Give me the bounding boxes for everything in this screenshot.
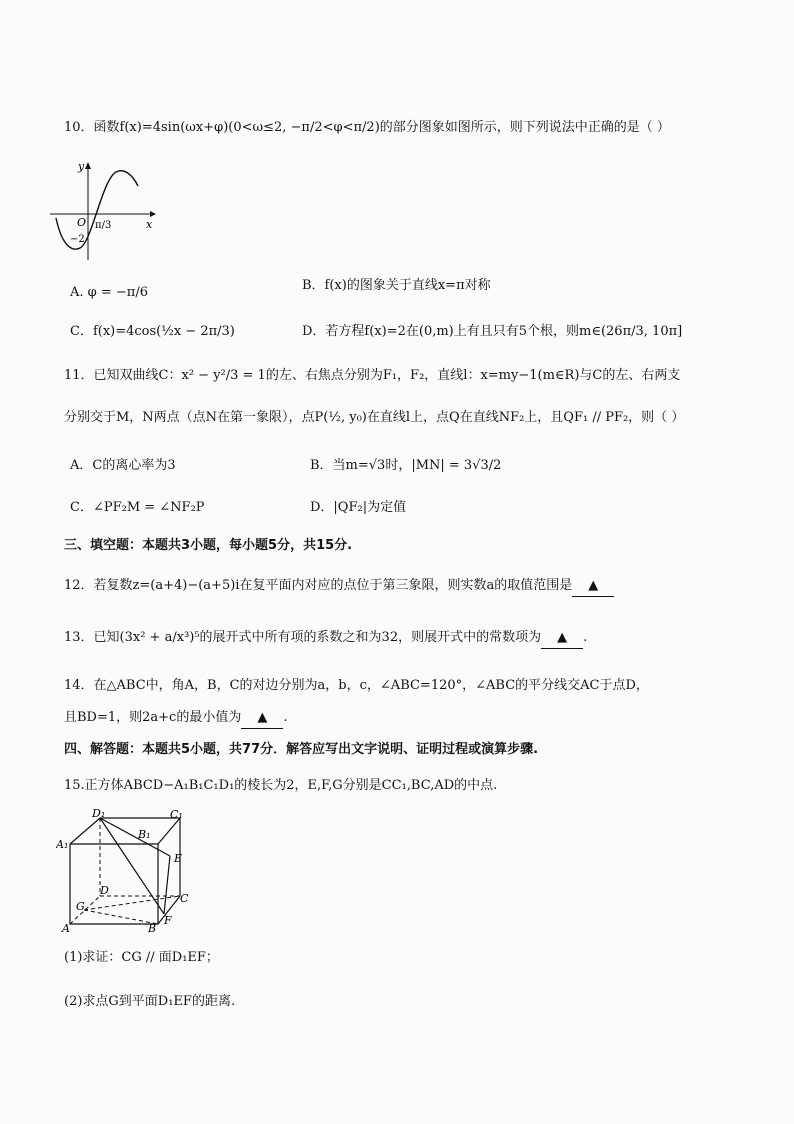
q14-line2 [64, 708, 287, 729]
cube-label-d: D [100, 884, 109, 897]
q11-line2: 分别交于M，N两点（点N在第一象限），点P(½, y₀)在直线l上，点Q在直线NF₂上，且QF₁ // PF₂，则（ ） [64, 410, 685, 425]
q14-line2-text: 且BD=1，则2a+c的最小值为 [64, 710, 242, 725]
q13-text: 13．已知(3x² + a/x³)⁵的展开式中所有项的系数之和为32，则展开式中的常数项为 [64, 630, 542, 645]
cube-label-a: A [62, 922, 70, 932]
cube-label-d1: D₁ [92, 808, 106, 820]
cube-label-a1: A₁ [56, 838, 69, 851]
cube-label-e: E [174, 852, 183, 865]
cube-label-f: F [164, 914, 172, 927]
q10-graph-tick-y: −2 [70, 234, 85, 245]
q12-answer-blank: ▲ [572, 576, 614, 597]
q13 [64, 628, 587, 649]
q15-part1: (1)求证：CG // 面D₁EF； [64, 950, 219, 965]
q10-option-a: A. φ = −π/6 [70, 285, 148, 300]
q10-option-c: C．f(x)=4cos(½x − 2π/3) [70, 324, 235, 339]
q10-option-b: B．f(x)的图象关于直线x=π对称 [302, 278, 491, 293]
cube-label-c: C [180, 892, 189, 905]
q13-answer-blank: ▲ [541, 628, 583, 649]
q14-answer-blank: ▲ [241, 708, 283, 729]
q11-line1: 11．已知双曲线C：x² − y²/3 = 1的左、右焦点分别为F₁，F₂，直线l：x=my−1(m∈R)与C的左、右两支 [64, 368, 681, 383]
q15-stem: 15.正方体ABCD−A₁B₁C₁D₁的棱长为2，E,F,G分别是CC₁,BC,AD的中点. [64, 778, 498, 793]
q11-option-a: A．C的离心率为3 [70, 458, 176, 473]
q12-text: 12．若复数z=(a+4)−(a+5)i在复平面内对应的点位于第三象限，则实数a的取值范围是 [64, 578, 573, 593]
q11-option-c: C．∠PF₂M = ∠NF₂P [70, 500, 205, 515]
section-4-heading: 四、解答题：本题共5小题，共77分．解答应写出文字说明、证明过程或演算步骤. [64, 742, 539, 757]
q14-end: . [283, 710, 288, 725]
q10-graph-x-label: x [146, 218, 153, 231]
q10-graph-y-label: y [78, 160, 85, 173]
q13-end: . [583, 630, 588, 645]
q10-graph-origin: O [77, 216, 87, 229]
q11-option-b: B．当m=√3时，|MN| = 3√3/2 [310, 458, 502, 473]
q14-line1: 14．在△ABC中，角A，B，C的对边分别为a，b，c，∠ABC=120°，∠ABC的平分线交AC于点D， [64, 678, 649, 693]
q10-option-d: D．若方程f(x)=2在(0,m)上有且只有5个根，则m∈(26π/3, 10π] [302, 324, 683, 339]
cube-label-c1: C₁ [170, 808, 183, 821]
q11-option-d: D．|QF₂|为定值 [310, 500, 407, 515]
q12 [64, 576, 614, 597]
cube-label-b1: B₁ [138, 828, 151, 841]
section-3-heading: 三、填空题：本题共3小题，每小题5分，共15分. [64, 538, 353, 553]
cube-label-g: G [76, 900, 85, 913]
q10-stem: 10．函数f(x)=4sin(ωx+φ)(0<ω≤2, −π/2<φ<π/2)的部分图象如图所示，则下列说法中正确的是（ ） [64, 120, 670, 135]
q10-graph [46, 156, 176, 266]
q15-cube-figure [56, 808, 196, 932]
cube-label-b: B [148, 922, 157, 932]
q15-part2: (2)求点G到平面D₁EF的距离. [64, 994, 236, 1009]
q10-graph-tick-x: π/3 [95, 220, 112, 231]
